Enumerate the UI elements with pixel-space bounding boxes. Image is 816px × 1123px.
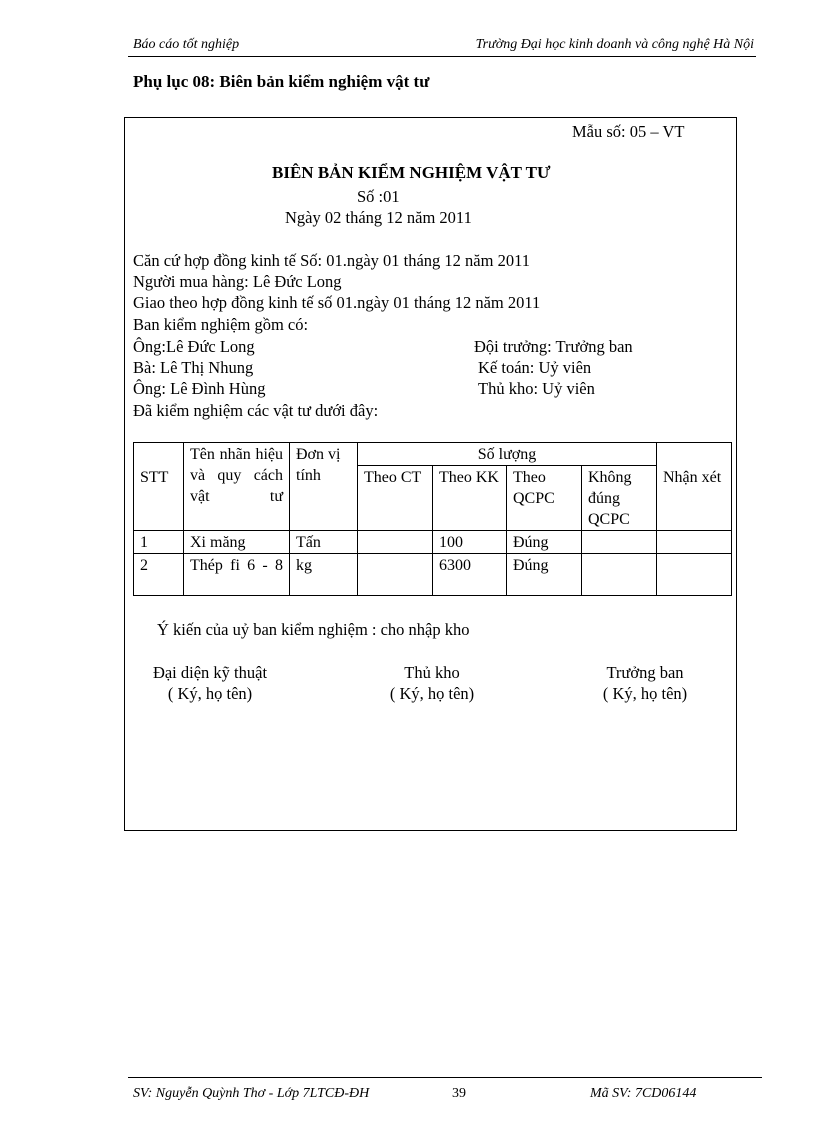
cell-not-qcpc xyxy=(582,531,657,554)
signature-title-technical: Đại diện kỹ thuật xyxy=(152,663,268,682)
committee-intro: Ban kiểm nghiệm gồm có: xyxy=(133,315,309,334)
cell-not-qcpc xyxy=(582,554,657,596)
cell-stt: 1 xyxy=(134,531,184,554)
header-not-qcpc: Không đúng QCPC xyxy=(582,466,657,531)
footer-page-number: 39 xyxy=(452,1086,466,1101)
header-item-name: Tên nhãn hiệu và quy cách vật tư xyxy=(184,443,290,531)
signature-note: ( Ký, họ tên) xyxy=(602,684,688,703)
header-by-kk: Theo KK xyxy=(433,466,507,531)
cell-by-kk: 100 xyxy=(433,531,507,554)
footer-student-id: Mã SV: 7CD06144 xyxy=(590,1086,697,1101)
doc-number: Số :01 xyxy=(357,187,400,206)
materials-table xyxy=(133,442,732,596)
cell-unit: Tấn xyxy=(290,531,358,554)
form-title: BIÊN BẢN KIỂM NGHIỆM VẬT TƯ xyxy=(272,163,551,182)
header-quantity: Số lượng xyxy=(358,443,657,466)
cell-by-qcpc: Đúng xyxy=(507,531,582,554)
footer-student: SV: Nguyễn Quỳnh Thơ - Lớp 7LTCĐ-ĐH xyxy=(133,1086,370,1101)
header-left: Báo cáo tốt nghiệp xyxy=(133,37,240,52)
header-unit: Đơn vị tính xyxy=(290,443,358,531)
table-row xyxy=(134,531,732,554)
member-name: Bà: Lê Thị Nhung xyxy=(133,358,254,377)
header-remark: Nhận xét xyxy=(657,443,732,531)
header-right: Trường Đại học kinh doanh và công nghệ Hà Nội xyxy=(475,37,754,52)
appendix-title: Phụ lục 08: Biên bản kiểm nghiệm vật tư xyxy=(133,72,430,91)
header-rule xyxy=(128,56,756,57)
signature-note: ( Ký, họ tên) xyxy=(167,684,253,703)
member-role: Kế toán: Uỷ viên xyxy=(478,358,592,377)
cell-item-name: Xi măng xyxy=(184,531,290,554)
cell-by-ct xyxy=(358,531,433,554)
cell-item-name: Thép fi 6 - 8 xyxy=(184,554,290,596)
cell-remark xyxy=(657,531,732,554)
header-by-ct: Theo CT xyxy=(358,466,433,531)
signature-note: ( Ký, họ tên) xyxy=(389,684,475,703)
member-role: Thủ kho: Uỷ viên xyxy=(478,379,595,398)
doc-date: Ngày 02 tháng 12 năm 2011 xyxy=(285,208,472,227)
committee-opinion: Ý kiến của uỷ ban kiểm nghiệm : cho nhập kho xyxy=(157,620,470,639)
member-name: Ông:Lê Đức Long xyxy=(133,337,255,356)
cell-stt: 2 xyxy=(134,554,184,596)
signature-title-storekeeper: Thủ kho xyxy=(404,663,460,682)
header-by-qcpc: Theo QCPC xyxy=(507,466,582,531)
delivery-line: Giao theo hợp đồng kinh tế số 01.ngày 01 tháng 12 năm 2011 xyxy=(133,293,541,312)
footer-rule xyxy=(128,1077,762,1078)
contract-basis: Căn cứ hợp đồng kinh tế Số: 01.ngày 01 tháng 12 năm 2011 xyxy=(133,251,530,270)
header-stt: STT xyxy=(134,443,184,531)
cell-by-kk: 6300 xyxy=(433,554,507,596)
member-role: Đội trưởng: Trưởng ban xyxy=(474,337,633,356)
cell-by-ct xyxy=(358,554,433,596)
cell-by-qcpc: Đúng xyxy=(507,554,582,596)
form-number: Mẫu số: 05 – VT xyxy=(572,122,685,141)
member-name: Ông: Lê Đình Hùng xyxy=(133,379,266,398)
table-row xyxy=(134,554,732,596)
cell-unit: kg xyxy=(290,554,358,596)
cell-remark xyxy=(657,554,732,596)
signature-title-head: Trưởng ban xyxy=(606,663,684,682)
buyer-line: Người mua hàng: Lê Đức Long xyxy=(133,272,342,291)
table-intro: Đã kiểm nghiệm các vật tư dưới đây: xyxy=(133,401,379,420)
